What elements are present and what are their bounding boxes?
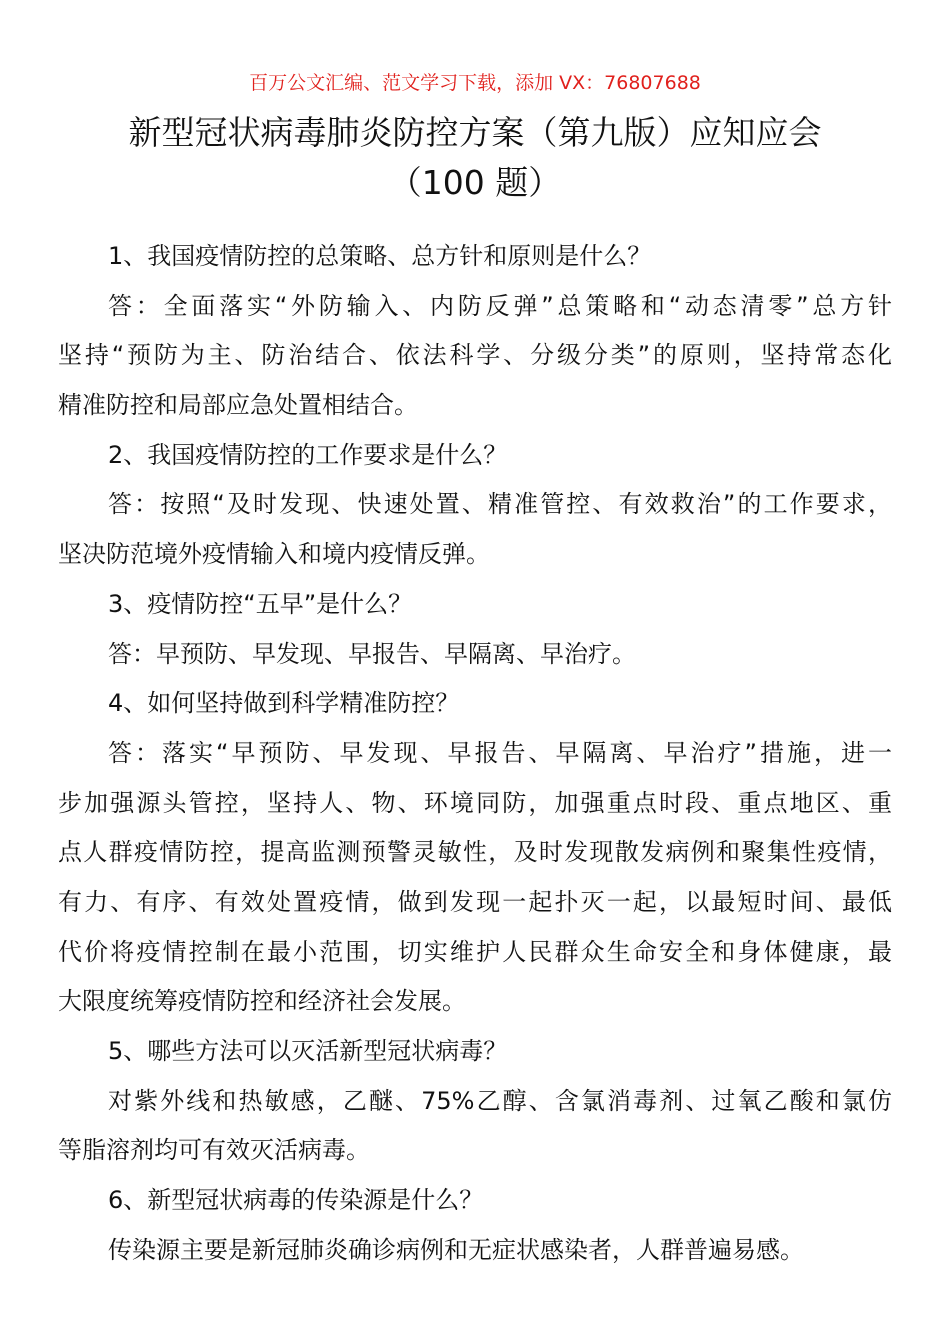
text-line: 3、疫情防控“五早”是什么？ [108, 589, 413, 618]
text-line: 对紫外线和热敏感，乙醚、75%乙醇、含氯消毒剂、过氧乙酸和氯仿 [108, 1086, 892, 1115]
document-body [58, 232, 892, 1275]
paragraph [58, 580, 892, 630]
text-line: 代价将疫情控制在最小范围，切实维护人民群众生命安全和身体健康，最 [58, 937, 892, 966]
text-line: 答：按照“及时发现、快速处置、精准管控、有效救治”的工作要求， [108, 490, 892, 519]
text-line: 步加强源头管控，坚持人、物、环境同防，加强重点时段、重点地区、重 [58, 788, 892, 817]
title-line-1: 新型冠状病毒肺炎防控方案（第九版）应知应会 [128, 113, 822, 152]
document-title [0, 108, 950, 208]
text-line: 有力、有序、有效处置疫情，做到发现一起扑灭一起，以最短时间、最低 [58, 887, 892, 916]
paragraph [58, 282, 892, 431]
paragraph [58, 1027, 892, 1077]
paragraph [58, 630, 892, 680]
text-line: 精准防控和局部应急处置相结合。 [58, 391, 418, 420]
title-line-2: （100 题） [388, 163, 562, 202]
paragraph [58, 232, 892, 282]
text-line: 答：早预防、早发现、早报告、早隔离、早治疗。 [108, 639, 636, 668]
text-line: 1、我国疫情防控的总策略、总方针和原则是什么？ [108, 242, 652, 270]
paragraph [58, 679, 892, 729]
paragraph [58, 1176, 892, 1226]
paragraph [58, 1226, 892, 1276]
watermark-text: 百万公文汇编、范文学习下载，添加 VX：76807688 [249, 72, 701, 94]
text-line: 点人群疫情防控，提高监测预警灵敏性，及时发现散发病例和聚集性疫情， [58, 838, 892, 867]
text-line: 坚持“预防为主、防治结合、依法科学、分级分类”的原则，坚持常态化 [58, 341, 892, 370]
text-line: 2、我国疫情防控的工作要求是什么？ [108, 440, 508, 469]
text-line: 等脂溶剂均可有效灭活病毒。 [58, 1136, 370, 1165]
paragraph [58, 729, 892, 1027]
paragraph [58, 1077, 892, 1176]
text-line: 坚决防范境外疫情输入和境内疫情反弹。 [58, 540, 490, 569]
text-line: 4、如何坚持做到科学精准防控？ [108, 689, 460, 718]
text-line: 5、哪些方法可以灭活新型冠状病毒？ [108, 1037, 508, 1065]
paragraph [58, 480, 892, 579]
text-line: 答：全面落实“外防输入、内防反弹”总策略和“动态清零”总方针 [108, 291, 892, 320]
text-line: 6、新型冠状病毒的传染源是什么？ [108, 1186, 484, 1215]
paragraph [58, 431, 892, 481]
text-line: 传染源主要是新冠肺炎确诊病例和无症状感染者，人群普遍易感。 [108, 1235, 804, 1264]
text-line: 答：落实“早预防、早发现、早报告、早隔离、早治疗”措施，进一 [108, 738, 892, 767]
text-line: 大限度统筹疫情防控和经济社会发展。 [58, 987, 466, 1016]
